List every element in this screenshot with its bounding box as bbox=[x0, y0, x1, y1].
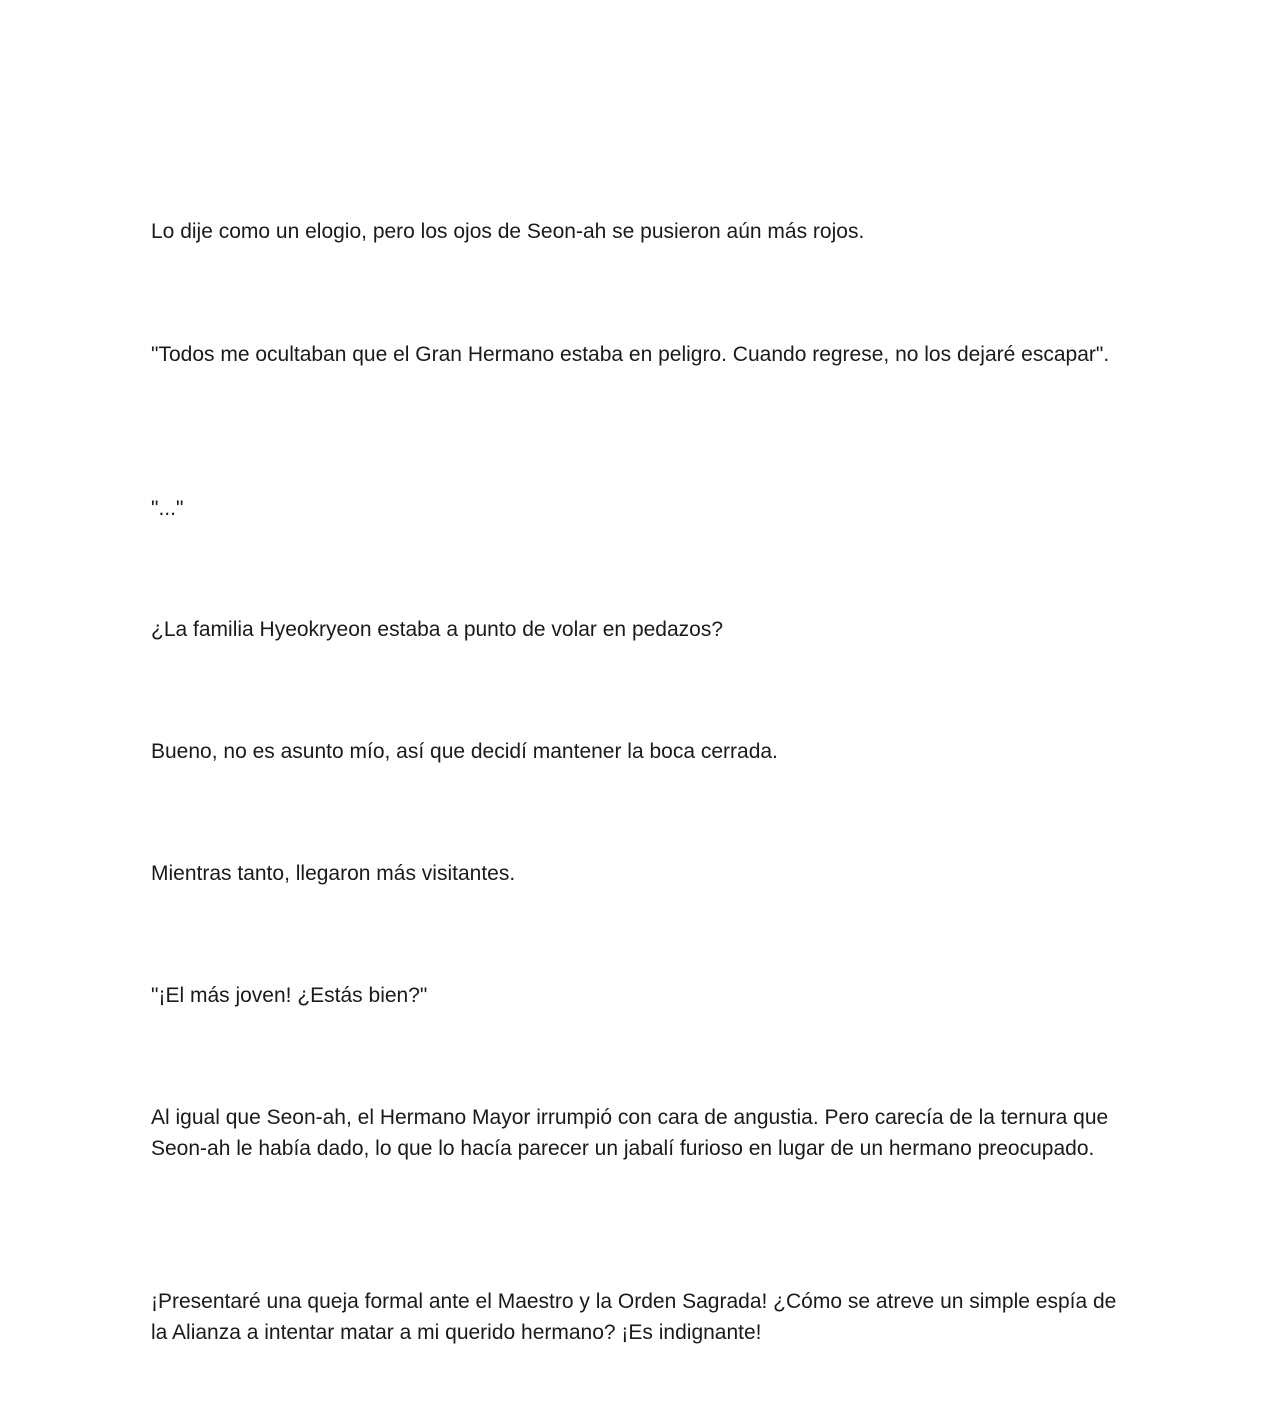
paragraph: ¡Presentaré una queja formal ante el Maestro y la Orden Sagrada! ¿Cómo se atreve un simple espía de la Alianza a intentar matar a mi querido hermano? ¡Es indignante! bbox=[151, 1290, 1117, 1344]
paragraph: "..." bbox=[151, 497, 184, 520]
paragraph: Bueno, no es asunto mío, así que decidí mantener la boca cerrada. bbox=[151, 740, 778, 763]
paragraph: Lo dije como un elogio, pero los ojos de Seon-ah se pusieron aún más rojos. bbox=[151, 220, 865, 243]
paragraph: Al igual que Seon-ah, el Hermano Mayor irrumpió con cara de angustia. Pero carecía de la ternura que Seon-ah le había dado, lo que lo hacía parecer un jabalí furioso en lugar de un hermano preocupado. bbox=[151, 1106, 1109, 1160]
paragraph: ¿La familia Hyeokryeon estaba a punto de volar en pedazos? bbox=[151, 618, 724, 641]
paragraph: "¡El más joven! ¿Estás bien?" bbox=[151, 984, 428, 1007]
paragraph: "Todos me ocultaban que el Gran Hermano estaba en peligro. Cuando regrese, no los dejaré escapar". bbox=[151, 343, 1110, 366]
paragraph: Mientras tanto, llegaron más visitantes. bbox=[151, 862, 516, 885]
